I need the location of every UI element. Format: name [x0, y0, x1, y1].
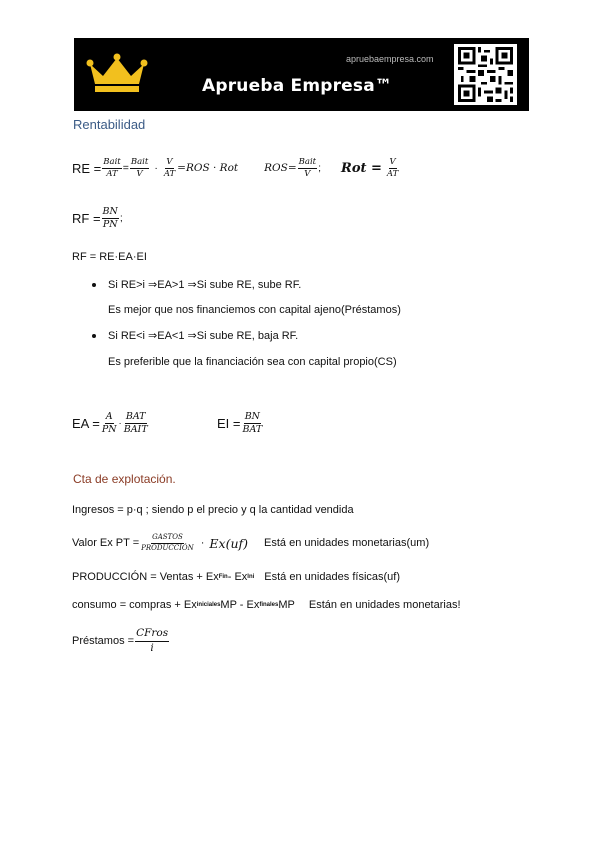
numerator: BN	[244, 410, 260, 422]
numerator: BN	[102, 205, 118, 217]
fraction-gastos-produccion	[140, 534, 195, 552]
denominator: PN	[102, 218, 118, 230]
formula-produccion	[72, 571, 400, 583]
site-url[interactable]: apruebaempresa.com	[346, 54, 434, 64]
dot-operator: ·	[118, 417, 122, 429]
denominator: AT	[386, 168, 399, 179]
formula-ei	[217, 407, 264, 439]
ex-uf: Ex(uf)	[209, 535, 249, 551]
bullet-note-2: Es preferible que la financiación sea con capital propio(CS)	[108, 356, 397, 368]
fraction-ros	[298, 158, 317, 179]
section-title-rentabilidad: Rentabilidad	[73, 117, 146, 132]
fraction-bait-at	[102, 158, 121, 179]
produccion-note: Está en unidades físicas(uf)	[264, 571, 401, 583]
formula-ea	[72, 407, 150, 439]
fraction-bn-pn	[102, 207, 119, 230]
formula-rf-product: RF = RE·EA·EI	[72, 251, 147, 263]
fraction-v-at	[163, 158, 176, 179]
produccion-mid: - Ex	[227, 571, 248, 583]
denominator: AT	[106, 168, 118, 179]
fraction-bait-v	[130, 158, 149, 179]
ea-lhs: EA =	[72, 415, 100, 431]
formula-rf	[72, 203, 123, 233]
numerator: V	[166, 156, 173, 167]
formula-prestamos	[72, 626, 170, 656]
consumo-post: MP	[278, 599, 295, 611]
numerator: A	[105, 410, 113, 422]
numerator: V	[389, 156, 396, 167]
brand-name: Aprueba Empresa™	[202, 76, 393, 96]
dot-operator: ·	[154, 162, 158, 174]
fraction-cfros-i	[135, 628, 169, 653]
numerator: Bait	[298, 156, 317, 167]
re-lhs: RE =	[72, 160, 102, 176]
ei-lhs: EI =	[217, 415, 241, 431]
ingresos-line: Ingresos = p·q ; siendo p el precio y q la cantidad vendida	[72, 504, 354, 516]
numerator: Bait	[103, 156, 121, 167]
rot-lhs: Rot =	[341, 160, 382, 176]
subscript-finales: finales	[259, 602, 279, 608]
formula-consumo	[72, 599, 461, 611]
numerator: Bait	[130, 156, 149, 167]
denominator: i	[150, 641, 154, 654]
valor-lhs: Valor Ex PT =	[72, 537, 140, 549]
denominator: V	[136, 168, 143, 179]
bullet-dot	[92, 334, 96, 338]
denominator: AT	[163, 168, 176, 179]
denominator: V	[304, 168, 311, 179]
subscript-iniciales: iniciales	[196, 602, 221, 608]
consumo-note: Están en unidades monetarias!	[308, 599, 461, 611]
rf-lhs: RF =	[72, 210, 101, 226]
formula-re	[72, 153, 400, 183]
valor-note: Está en unidades monetarias(um)	[264, 537, 430, 549]
consumo-mid: MP - Ex	[220, 599, 260, 611]
subscript-ini: Ini	[247, 574, 255, 580]
ros-lhs: ROS=	[264, 162, 297, 174]
fraction-rot	[386, 158, 399, 179]
crown-logo-icon	[86, 52, 148, 94]
semicolon: ;	[119, 212, 123, 224]
bullet-note-1: Es mejor que nos financiemos con capital ajeno(Préstamos)	[108, 304, 401, 316]
equals-sign: =	[122, 162, 129, 174]
numerator: BAT	[125, 410, 146, 422]
fraction-bn-bat	[242, 412, 264, 435]
dot-operator: ·	[200, 537, 205, 549]
denominator: PN	[101, 423, 117, 435]
section-title-cta: Cta de explotación.	[73, 472, 176, 486]
prestamos-lhs: Préstamos =	[72, 635, 135, 647]
denominator: PRODUCCIÓN	[141, 543, 194, 552]
numerator: GASTOS	[151, 534, 184, 543]
bullet-dot	[92, 283, 96, 287]
bullet-text-2: Si RE<i ⇒EA<1 ⇒Si sube RE, baja RF.	[108, 330, 299, 342]
bullet-text-1: Si RE>i ⇒EA>1 ⇒Si sube RE, sube RF.	[108, 279, 302, 291]
consumo-pre: consumo = compras + Ex	[72, 599, 197, 611]
subscript-fin: Fin	[218, 574, 228, 580]
qr-code-icon	[454, 44, 517, 105]
denominator: BAT	[242, 423, 263, 435]
denominator: BAIT	[123, 423, 148, 435]
fraction-bat-bait	[123, 412, 149, 435]
semicolon: ;	[318, 162, 322, 174]
fraction-a-pn	[101, 412, 118, 435]
re-tail: =ROS · Rot	[177, 162, 239, 174]
produccion-pre: PRODUCCIÓN = Ventas + Ex	[72, 571, 219, 583]
header-banner	[74, 38, 529, 111]
formula-valor-ex-pt	[72, 529, 429, 557]
numerator: CFros	[135, 628, 169, 641]
